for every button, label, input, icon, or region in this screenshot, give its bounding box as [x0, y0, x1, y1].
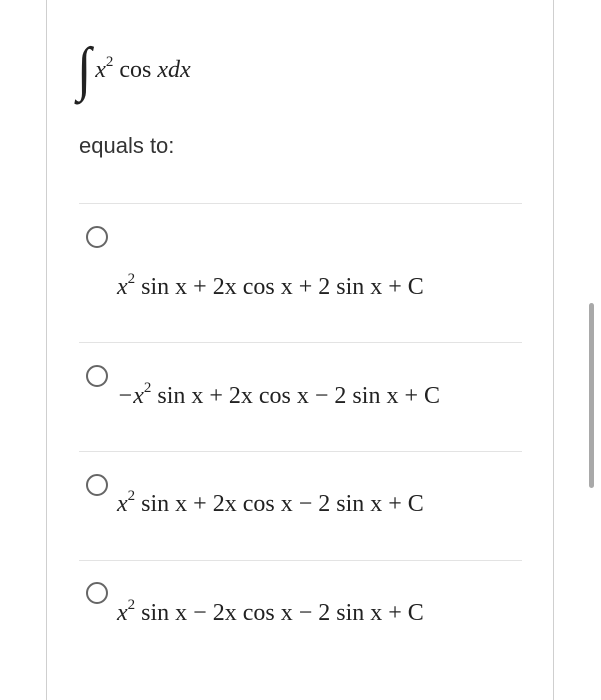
question-prompt: equals to: — [79, 133, 175, 158]
option-1-label[interactable]: $x^2$ sin x + 2x cos x + 2 sin x + C — [117, 271, 424, 300]
integrand: $x^2$ cos xdx — [95, 53, 191, 83]
question-expression — [77, 38, 191, 102]
option-2-label[interactable]: $-x^2$ sin x + 2x cos x − 2 sin x + C — [117, 380, 440, 409]
vertical-scrollbar[interactable] — [589, 303, 594, 488]
option-divider — [79, 560, 522, 561]
option-4-label[interactable]: $x^2$ sin x − 2x cos x − 2 sin x + C — [117, 597, 424, 626]
integral-symbol: ∫ — [77, 36, 92, 103]
option-3-radio[interactable] — [86, 474, 108, 496]
option-4-radio[interactable] — [86, 582, 108, 604]
option-divider — [79, 451, 522, 452]
option-divider — [79, 342, 522, 343]
option-divider — [79, 203, 522, 204]
question-panel — [46, 0, 554, 700]
option-2-radio[interactable] — [86, 365, 108, 387]
option-1-radio[interactable] — [86, 226, 108, 248]
option-3-label[interactable]: $x^2$ sin x + 2x cos x − 2 sin x + C — [117, 488, 424, 517]
